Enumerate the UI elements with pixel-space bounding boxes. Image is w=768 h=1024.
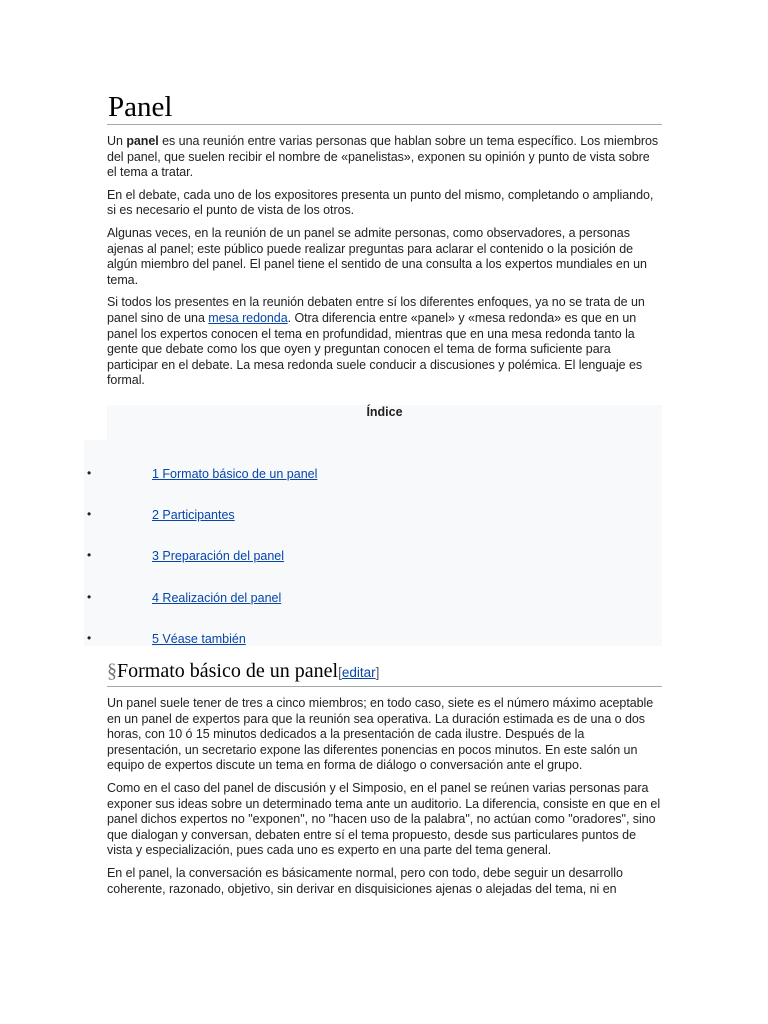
page-title: Panel — [107, 90, 662, 125]
toc-item — [84, 548, 662, 564]
table-of-contents — [84, 405, 662, 646]
edit-bracket-open: [ — [338, 665, 342, 680]
p4-after: . Otra diferencia entre «panel» y «mesa redonda» es que en un panel los expertos conocen el tema en profundidad, mientras que en una mesa redonda tanto la gente que debate como los que oyen y preguntan conocen el tema de forma suficiente para participar en el debate. La mesa redonda suele conducir a discusiones y polémica. El lenguaje es formal. — [107, 310, 643, 388]
section-paragraph-3: En el panel, la conversación es básicamente normal, pero con todo, debe seguir un desarrollo coherente, razonado, objetivo, sin derivar en disquisiciones ajenas o alejadas del tema, ni en — [107, 865, 623, 896]
paragraph-2: En el debate, cada uno de los expositores presenta un punto del mismo, completando o ampliando, si es necesario el punto de vista de los otros. — [107, 187, 654, 218]
intro-rest: es una reunión entre varias personas que hablan sobre un tema específico. Los miembros del panel, que suelen recibir el nombre de «panelistas», exponen su opinión y punto de vista sobre el tema a tratar. — [107, 134, 659, 180]
bullet-icon: • — [87, 466, 92, 480]
paragraph-4 — [107, 295, 662, 389]
toc-link-vease[interactable]: 5 Véase también — [152, 632, 246, 646]
toc-item — [84, 466, 662, 482]
toc-corner-gap — [84, 405, 107, 440]
article-body — [107, 90, 662, 389]
intro-prefix: Un — [107, 134, 127, 148]
section-heading-text: Formato básico de un panel — [117, 660, 339, 682]
intro-bold-term: panel — [126, 134, 159, 148]
toc-item — [84, 590, 662, 606]
paragraph-3: Algunas veces, en la reunión de un panel se admite personas, como observadores, a personas ajenas al panel; este público puede realizar preguntas para aclarar el contenido o la posición de algún miembro del panel. El panel tiene el sentido de una consulta a los expertos mundiales en un tema. — [107, 225, 647, 287]
section-formato-basico — [107, 658, 662, 897]
mesa-redonda-link[interactable]: mesa redonda — [208, 310, 288, 325]
toc-item — [84, 507, 662, 523]
toc-title: Índice — [366, 405, 403, 419]
section-paragraph-2: Como en el caso del panel de discusión y el Simposio, en el panel se reúnen varias personas para exponer sus ideas sobre un determinado tema ante un auditorio. La diferencia, consiste en que en el panel dichos expertos no "exponen", no "hacen uso de la palabra", no actúan como "oradores", sino que dialogan y conversan, debaten entre sí el tema propuesto, desde sus particulares puntos de vista y especialización, pues cada uno es experto en una parte del tema general. — [107, 780, 661, 858]
intro-paragraph — [107, 134, 662, 181]
p4-before: Si todos los presentes en la reunión debaten entre sí los diferentes enfoques, ya no se trata de un panel sino de una — [107, 295, 645, 325]
edit-bracket-close: ] — [375, 665, 380, 680]
edit-link[interactable]: editar — [341, 665, 376, 680]
toc-item — [84, 631, 662, 647]
bullet-icon: • — [87, 507, 92, 521]
toc-link-realizacion[interactable]: 4 Realización del panel — [152, 591, 282, 605]
section-sign-icon[interactable]: § — [107, 660, 117, 682]
bullet-icon: • — [87, 548, 92, 562]
bullet-icon: • — [87, 631, 92, 645]
section-heading — [107, 658, 662, 687]
bullet-icon: • — [87, 590, 92, 604]
toc-link-participantes[interactable]: 2 Participantes — [152, 508, 235, 522]
toc-link-preparacion[interactable]: 3 Preparación del panel — [152, 549, 285, 563]
toc-link-formato[interactable]: 1 Formato básico de un panel — [152, 467, 318, 481]
section-paragraph-1: Un panel suele tener de tres a cinco miembros; en todo caso, siete es el número máximo aceptable en un panel de expertos para que la reunión sea operativa. La duración estimada es de una o dos horas, con 10 ó 15 minutos dedicados a la presentación de cada ilustre. Después de la presentación, un secretario expone las diferentes ponencias en pocos minutos. En este salón un equipo de expertos discute un tema en forma de diálogo o conversación ante el grupo. — [107, 696, 654, 773]
edit-section-link — [338, 665, 379, 680]
